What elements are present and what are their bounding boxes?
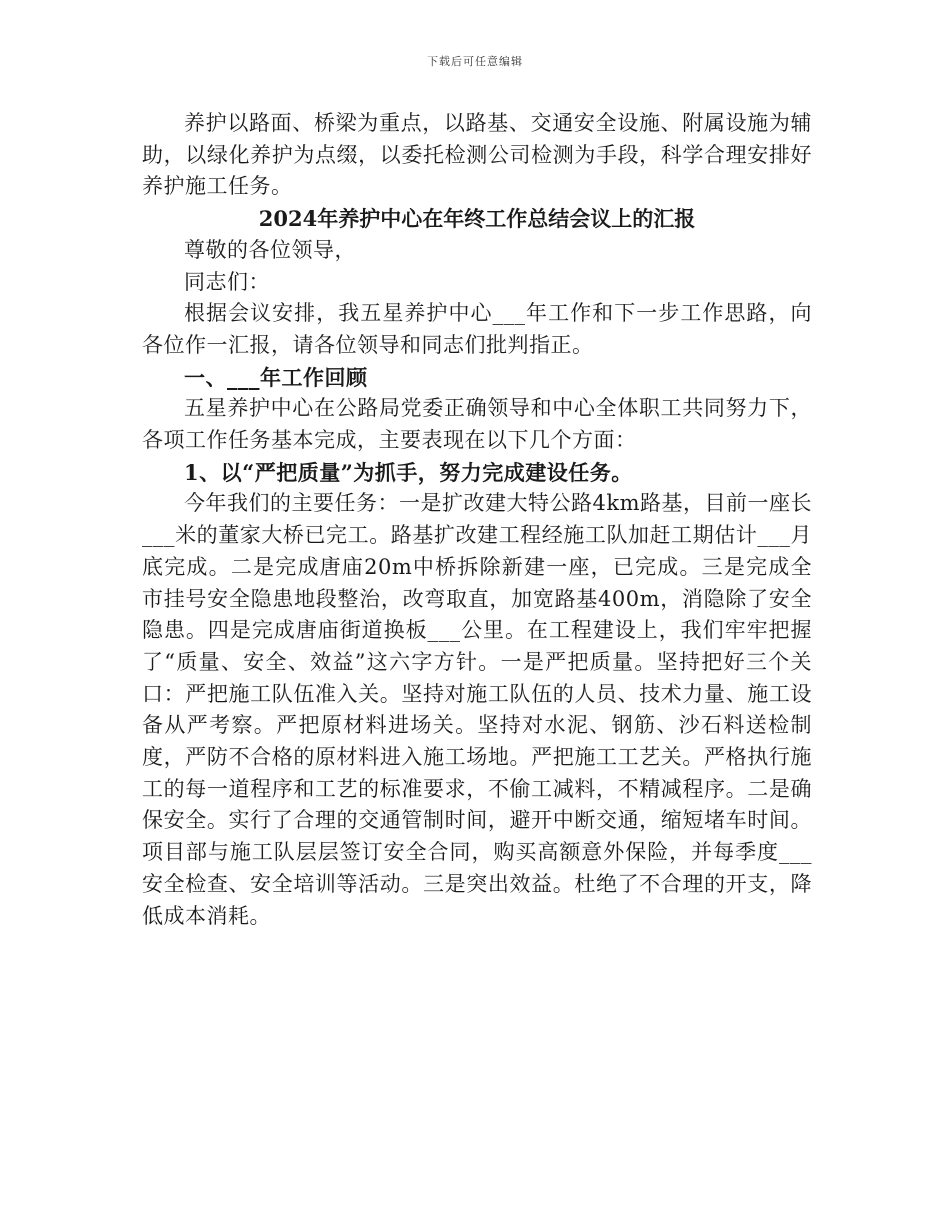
subsection-1-heading: 1、以“严把质量”为抓手，努力完成建设任务。 — [184, 459, 633, 485]
subsection-1-body: 今年我们的主要任务：一是扩改建大特公路4km路基，目前一座长___米的董家大桥已完工。路基扩改建工程经施工队加赶工期估计___月底完成。二是完成唐庙20m中桥拆除新建一座，已完成。三是完成全市挂号安全隐患地段整治，改弯取直，加宽路基400m，消隐除了安全隐患。四是完成唐庙街道换板___公里。在工程建设上，我们牢牢把握了“质量、安全、效益”这六字方针。一是严把质量。坚持把好三个关口：严把施工队伍准入关。坚持对施工队伍的人员、技术力量、施工设备从严考察。严把原材料进场关。坚持对水泥、钢筋、沙石料送检制度，严防不合格的原材料进入施工场地。严把施工工艺关。严格执行施工的每一道程序和工艺的标准要求，不偷工减料，不精减程序。二是确保安全。实行了合理的交通管制时间，避开中断交通，缩短堵车时间。项目部与施工队层层签订安全合同，购买高额意外保险，并每季度___安全检查、安全培训等活动。三是突出效益。杜绝了不合理的开支，降低成本消耗。 — [142, 491, 812, 928]
section-1-intro: 五星养护中心在公路局党委正确领导和中心全体职工共同努力下，各项工作任务基本完成，主要表现在以下几个方面： — [142, 396, 812, 453]
salutation-leaders: 尊敬的各位领导， — [184, 237, 356, 262]
intro-paragraph: 养护以路面、桥梁为重点，以路基、交通安全设施、附属设施为辅助，以绿化养护为点缀，以委托检测公司检测为手段，科学合理安排好养护施工任务。 — [142, 111, 812, 199]
section-1-heading: 一、___年工作回顾 — [184, 364, 368, 390]
opening-paragraph: 根据会议安排，我五星养护中心___年工作和下一步工作思路，向各位作一汇报，请各位领导和同志们批判指正。 — [142, 301, 812, 357]
document-body — [142, 108, 812, 932]
salutation-comrades: 同志们： — [184, 269, 270, 294]
document-title: 2024年养护中心在年终工作总结会议上的汇报 — [258, 206, 696, 232]
page-header: 下载后可任意编辑 — [427, 55, 523, 68]
